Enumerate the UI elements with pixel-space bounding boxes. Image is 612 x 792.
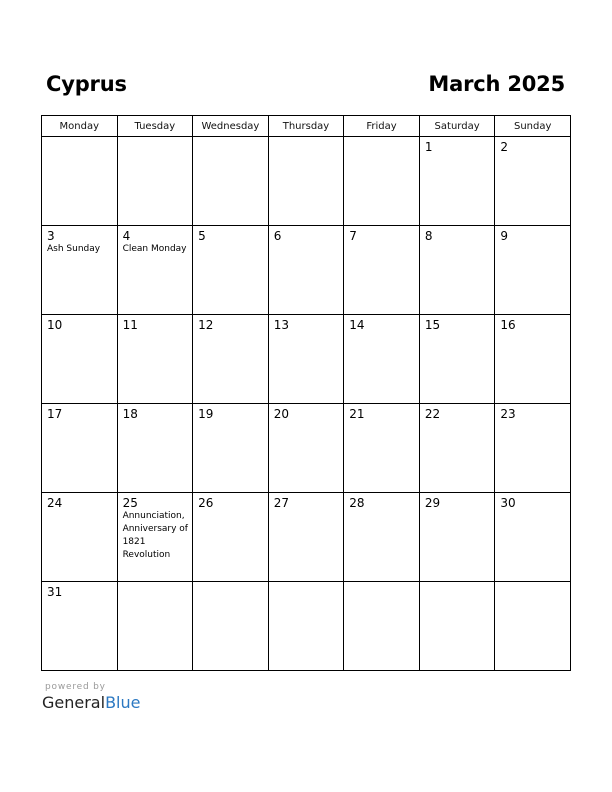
day-number: 22 [424, 407, 441, 421]
day-number: 19 [198, 407, 214, 421]
calendar-day-cell [495, 137, 571, 226]
calendar-day-cell [42, 137, 118, 226]
calendar-day-cell [193, 582, 269, 671]
day-number [118, 137, 193, 140]
day-number: 30 [500, 496, 516, 510]
day-number: 29 [424, 496, 441, 510]
calendar-day-cell [268, 226, 344, 315]
calendar-day-cell [193, 226, 269, 315]
weekday-header: Sunday [495, 116, 571, 137]
calendar-day-cell [344, 315, 420, 404]
day-number: 8 [424, 229, 433, 243]
day-number: 23 [500, 407, 516, 421]
weekday-header: Friday [344, 116, 420, 137]
calendar-day-cell [419, 582, 495, 671]
brand-name-part1: General [42, 693, 106, 712]
day-number [344, 582, 419, 585]
calendar-day-cell [117, 137, 193, 226]
calendar-day-cell [42, 404, 118, 493]
day-number: 24 [47, 496, 63, 510]
day-number: 4 [122, 229, 131, 243]
day-number: 2 [500, 140, 509, 154]
day-number: 9 [500, 229, 509, 243]
holiday-label: Ash Sunday [47, 244, 101, 254]
calendar-day-cell [117, 404, 193, 493]
calendar-day-cell [495, 582, 571, 671]
day-number: 18 [122, 407, 138, 421]
weekday-header: Tuesday [117, 116, 193, 137]
calendar-day-cell [117, 226, 193, 315]
day-number: 10 [47, 318, 63, 332]
day-number [193, 582, 268, 585]
day-number: 20 [273, 407, 289, 421]
day-number: 12 [198, 318, 214, 332]
calendar-day-cell [344, 493, 420, 582]
calendar-day-cell [419, 315, 495, 404]
day-number [269, 582, 344, 585]
calendar-day-cell [419, 226, 495, 315]
weekday-header: Saturday [419, 116, 495, 137]
day-number: 11 [122, 318, 138, 332]
day-number: 31 [47, 585, 63, 599]
calendar-day-cell [495, 315, 571, 404]
country-title: Cyprus [46, 72, 127, 96]
calendar-day-cell [268, 315, 344, 404]
calendar-day-cell [268, 582, 344, 671]
weekday-header: Thursday [268, 116, 344, 137]
weekday-header: Wednesday [193, 116, 269, 137]
brand-logo [42, 693, 140, 713]
day-number: 25 [122, 496, 138, 510]
calendar-day-cell [42, 582, 118, 671]
day-number: 27 [273, 496, 289, 510]
day-number: 7 [349, 229, 357, 243]
calendar-day-cell [193, 404, 269, 493]
calendar-day-cell [419, 493, 495, 582]
calendar-week-row [42, 582, 571, 671]
calendar-day-cell [42, 226, 118, 315]
calendar-day-cell [344, 226, 420, 315]
calendar-day-cell [419, 404, 495, 493]
weekday-header: Monday [42, 116, 118, 137]
calendar-week-row [42, 137, 571, 226]
calendar-day-cell [42, 493, 118, 582]
calendar-grid [41, 115, 571, 671]
day-number [118, 582, 193, 585]
day-number: 17 [47, 407, 63, 421]
calendar-day-cell [495, 404, 571, 493]
day-number: 3 [47, 229, 55, 243]
day-number: 21 [349, 407, 365, 421]
weekday-header-row [42, 116, 571, 137]
calendar-day-cell [117, 493, 193, 582]
calendar-day-cell [193, 315, 269, 404]
day-number [495, 582, 570, 585]
day-number: 14 [349, 318, 365, 332]
calendar-day-cell [193, 137, 269, 226]
month-year-title: March 2025 [428, 72, 565, 96]
calendar-day-cell [495, 226, 571, 315]
holiday-label: Clean Monday [122, 244, 187, 254]
day-number: 13 [273, 318, 289, 332]
calendar-day-cell [193, 493, 269, 582]
calendar-week-row [42, 493, 571, 582]
day-number: 15 [424, 318, 441, 332]
day-number [344, 137, 419, 140]
calendar-day-cell [344, 582, 420, 671]
calendar-day-cell [117, 315, 193, 404]
day-number [269, 137, 344, 140]
holiday-label: Annunciation, Anniversary of 1821 Revolution [122, 511, 188, 560]
day-number: 6 [273, 229, 282, 243]
calendar-day-cell [42, 315, 118, 404]
calendar-day-cell [419, 137, 495, 226]
calendar-day-cell [344, 404, 420, 493]
calendar-day-cell [268, 404, 344, 493]
day-number [42, 137, 117, 140]
calendar-body [42, 137, 571, 671]
calendar-day-cell [495, 493, 571, 582]
brand-name-part2: Blue [105, 693, 141, 712]
day-number: 26 [198, 496, 214, 510]
day-number [193, 137, 268, 140]
calendar-week-row [42, 226, 571, 315]
day-number: 5 [198, 229, 206, 243]
calendar-day-cell [268, 137, 344, 226]
calendar-day-cell [268, 493, 344, 582]
day-number [420, 582, 495, 585]
calendar-day-cell [344, 137, 420, 226]
calendar-week-row [42, 315, 571, 404]
day-number: 1 [424, 140, 433, 154]
day-number: 28 [349, 496, 365, 510]
day-number: 16 [500, 318, 516, 332]
calendar-day-cell [117, 582, 193, 671]
calendar-week-row [42, 404, 571, 493]
powered-by-label: powered by [45, 682, 106, 692]
